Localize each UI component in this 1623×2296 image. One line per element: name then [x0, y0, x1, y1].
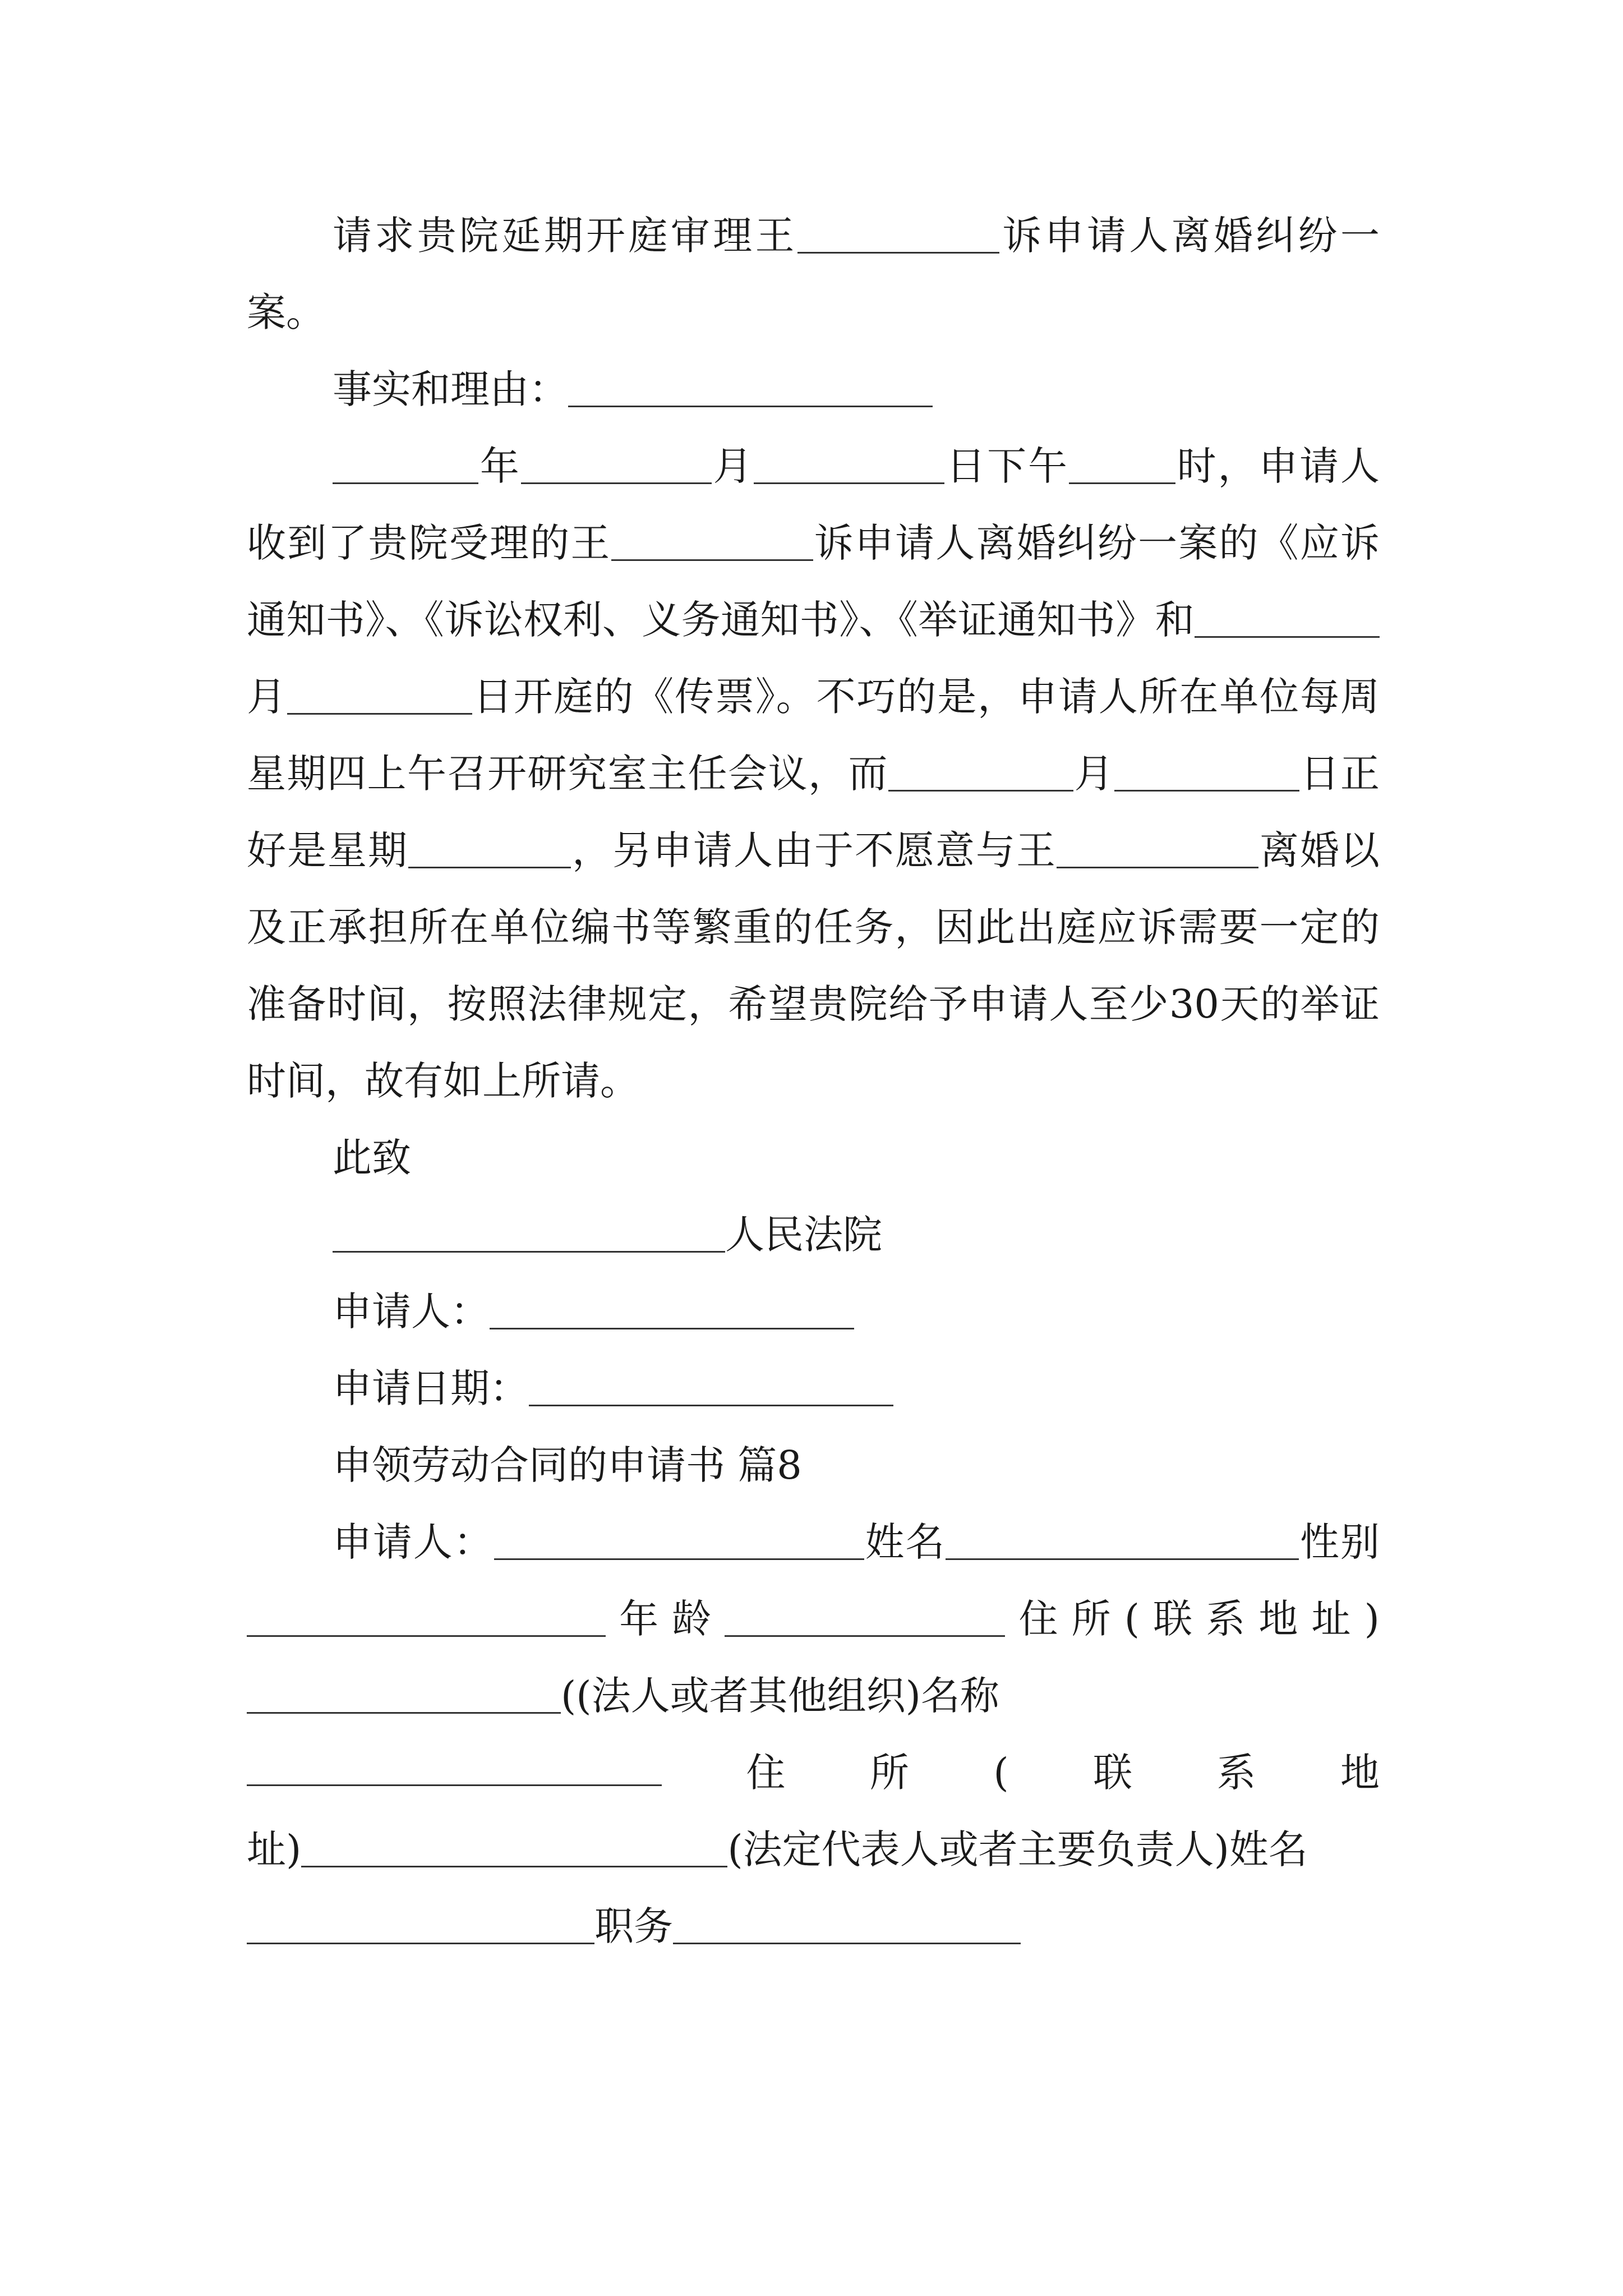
text-segment: 址)	[247, 1826, 302, 1872]
text-segment: 住	[746, 1750, 786, 1796]
text-segment: 离婚以及正承担所在单位编书等繁重的任务，因此出庭应诉需要一定的准备时间，按照法律规定，希望贵院给予申请人至少30天的举证时间，故有如上所请。	[247, 827, 1380, 1104]
paragraph-representative	[247, 1811, 1380, 1888]
text-segment: 系	[1216, 1750, 1256, 1796]
blank-line	[1195, 601, 1380, 638]
blank-line	[754, 448, 944, 484]
text-segment: 诉申请人离婚纠纷一案的《应诉通知书》、《诉讼权利、义务通知书》、《举证通知书》和	[247, 520, 1380, 643]
text-segment: 职务	[594, 1903, 673, 1949]
blank-line	[1057, 832, 1258, 868]
blank-line	[247, 1677, 561, 1714]
blank-line	[1114, 755, 1299, 792]
paragraph-facts-body	[247, 428, 1380, 1120]
text-segment: 年龄	[606, 1596, 725, 1642]
blank-line	[301, 1831, 727, 1867]
paragraph-applicant-info	[247, 1504, 1380, 1734]
text-segment: 时，申请人收到了贵院受理的王	[247, 443, 1380, 566]
text-segment: 姓名	[864, 1519, 946, 1565]
blank-line	[287, 678, 472, 715]
blank-line	[673, 1908, 1021, 1944]
text-segment: 地	[1340, 1750, 1380, 1796]
blank-line	[611, 524, 813, 561]
document-body	[247, 197, 1380, 1965]
text-segment: 月	[711, 443, 754, 489]
text-segment: 月	[247, 674, 287, 720]
blank-line	[529, 1370, 893, 1406]
text-segment: 申请人：	[333, 1289, 490, 1335]
text-segment: 性别	[1299, 1519, 1380, 1565]
text-segment: (	[993, 1750, 1009, 1796]
blank-line	[946, 1524, 1299, 1560]
text-segment: 申请人：	[333, 1519, 494, 1565]
blank-line	[797, 217, 999, 254]
text-segment: 人民法院	[725, 1212, 882, 1258]
blank-line	[725, 1600, 1005, 1637]
blank-line	[568, 371, 933, 407]
paragraph-date	[247, 1350, 1380, 1427]
blank-line	[247, 1600, 606, 1637]
text-segment: ((法人或者其他组织)名称	[561, 1673, 999, 1719]
blank-line	[408, 832, 571, 868]
paragraph-address-line	[247, 1734, 1380, 1811]
text-segment: 日开庭的《传票》。不巧的是，申请人所在单位每周星期四上午召开研究室主任会议，而	[247, 674, 1380, 797]
paragraph-request	[247, 197, 1380, 351]
text-segment: 诉申请人离婚纠纷一案。	[247, 213, 1380, 335]
text-segment: 所	[869, 1750, 909, 1796]
blank-line	[1069, 448, 1175, 484]
text-segment: 此致	[333, 1135, 411, 1181]
text-segment: 日下午	[944, 443, 1069, 489]
paragraph-facts-heading	[247, 351, 1380, 428]
text-segment: 日正好是星期	[247, 751, 1380, 873]
blank-line	[247, 1750, 662, 1786]
blank-line	[521, 448, 712, 484]
blank-line	[888, 755, 1073, 792]
text-segment: ，另申请人由于不愿意与王	[571, 827, 1057, 873]
text-segment: 请求贵院延期开庭审理王	[333, 213, 797, 259]
text-segment: 事实和理由：	[333, 366, 568, 412]
paragraph-position	[247, 1888, 1380, 1965]
blank-line	[333, 448, 478, 484]
blank-line	[247, 1908, 594, 1944]
text-segment: 年	[478, 443, 521, 489]
blank-line	[494, 1524, 864, 1560]
text-segment: 住所(联系地址)	[1005, 1596, 1380, 1642]
blank-line	[490, 1293, 854, 1329]
text-segment: 申领劳动合同的申请书 篇8	[333, 1442, 802, 1488]
text-segment: 联	[1093, 1750, 1133, 1796]
text-segment: 月	[1073, 751, 1114, 797]
paragraph-court	[247, 1197, 1380, 1273]
section-heading	[247, 1427, 1380, 1504]
paragraph-applicant	[247, 1273, 1380, 1350]
paragraph-salutation	[247, 1120, 1380, 1197]
text-segment: 申请日期：	[333, 1365, 529, 1411]
blank-line	[333, 1216, 725, 1253]
text-segment: (法定代表人或者主要负责人)姓名	[727, 1826, 1308, 1872]
